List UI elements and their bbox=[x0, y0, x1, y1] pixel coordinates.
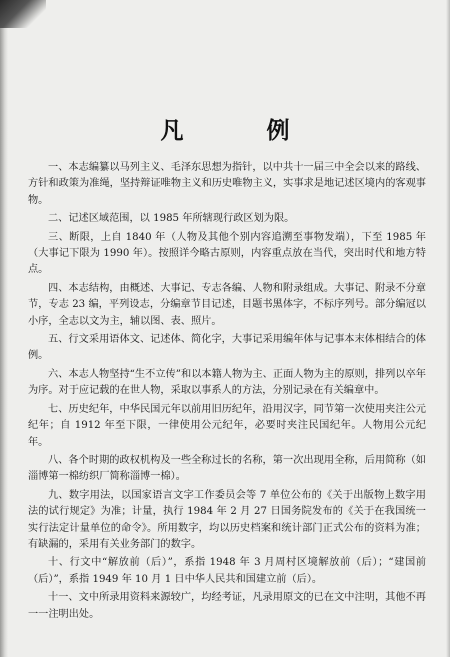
guideline-paragraph-4: 四、本志结构，由概述、大事记、专志各编、人物和附录组成。大事记、附录不分章节，专志 23 编，平列设志，分编章节目记述，目题书黑体字，不标序列号。部分编冠以小序，全志以文为主，辅以图、表、照片。 bbox=[28, 282, 426, 327]
guideline-paragraph-6: 六、本志人物坚持“生不立传”和以本籍人物为主、正面人物为主的原则，排列以卒年为序。对于应记载的在世人物，采取以事系人的方法，分别记录在有关编章中。 bbox=[28, 368, 426, 397]
guideline-paragraph-11: 十一、文中所录用资料来源较广，均经考证，凡录用原文的已在文中注明，其他不再一一注明出处。 bbox=[28, 592, 426, 620]
page-title: 凡 例 bbox=[160, 118, 320, 144]
guideline-paragraph-7: 七、历史纪年，中华民国元年以前用旧历纪年，沿用汉字，同节第一次使用夹注公元纪年；自 1912 年至下限，一律使用公元纪年，必要时夹注民国纪年。人物用公元纪年。 bbox=[28, 403, 426, 448]
page-binding-edge bbox=[0, 0, 8, 657]
guideline-paragraph-3: 三、断限，上自 1840 年（人物及其他个别内容追溯至事物发端），下至 1985 年（大事记下限为 1990 年）。按照详今略古原则，内容重点放在当代，突出时代和地方特点。 bbox=[28, 231, 426, 276]
guideline-paragraph-2: 二、记述区域范围，以 1985 年所辖现行政区划为限。 bbox=[48, 213, 295, 225]
page-right-edge bbox=[446, 0, 450, 657]
guideline-paragraph-9: 九、数字用法，以国家语言文字工作委员会等 7 单位公布的《关于出版物上数字用法的试行规定》为准；计量，执行 1984 年 2 月 27 日国务院发布的《关于在我国统一实行法定计量单位的命令》。所用数字，均以历史档案和统计部门正式公布的资料为准；有缺漏的，采用有关业务部门的数字。 bbox=[28, 489, 426, 550]
guideline-paragraph-1: 一、本志编纂以马列主义、毛泽东思想为指针，以中共十一届三中全会以来的路线、方针和政策为准绳，坚持辩证唯物主义和历史唯物主义，实事求是地记述区境内的客观事物。 bbox=[28, 162, 426, 206]
guidelines-body bbox=[28, 160, 426, 623]
guideline-paragraph-5: 五、行文采用语体文、记述体、简化字，大事记采用编年体与记事本末体相结合的体例。 bbox=[28, 334, 426, 362]
guideline-paragraph-10: 十、行文中“解放前（后）”，系指 1948 年 3 月周村区境解放前（后）；“建国前（后）”，系指 1949 年 10 月 1 日中华人民共和国建立前（后）。 bbox=[28, 557, 426, 585]
scan-shadow-corner bbox=[0, 0, 46, 28]
guideline-paragraph-8: 八、各个时期的政权机构及一些全称过长的名称，第一次出现用全称，后用简称（如淄博第一棉纺织厂简称淄博一棉）。 bbox=[28, 454, 426, 483]
